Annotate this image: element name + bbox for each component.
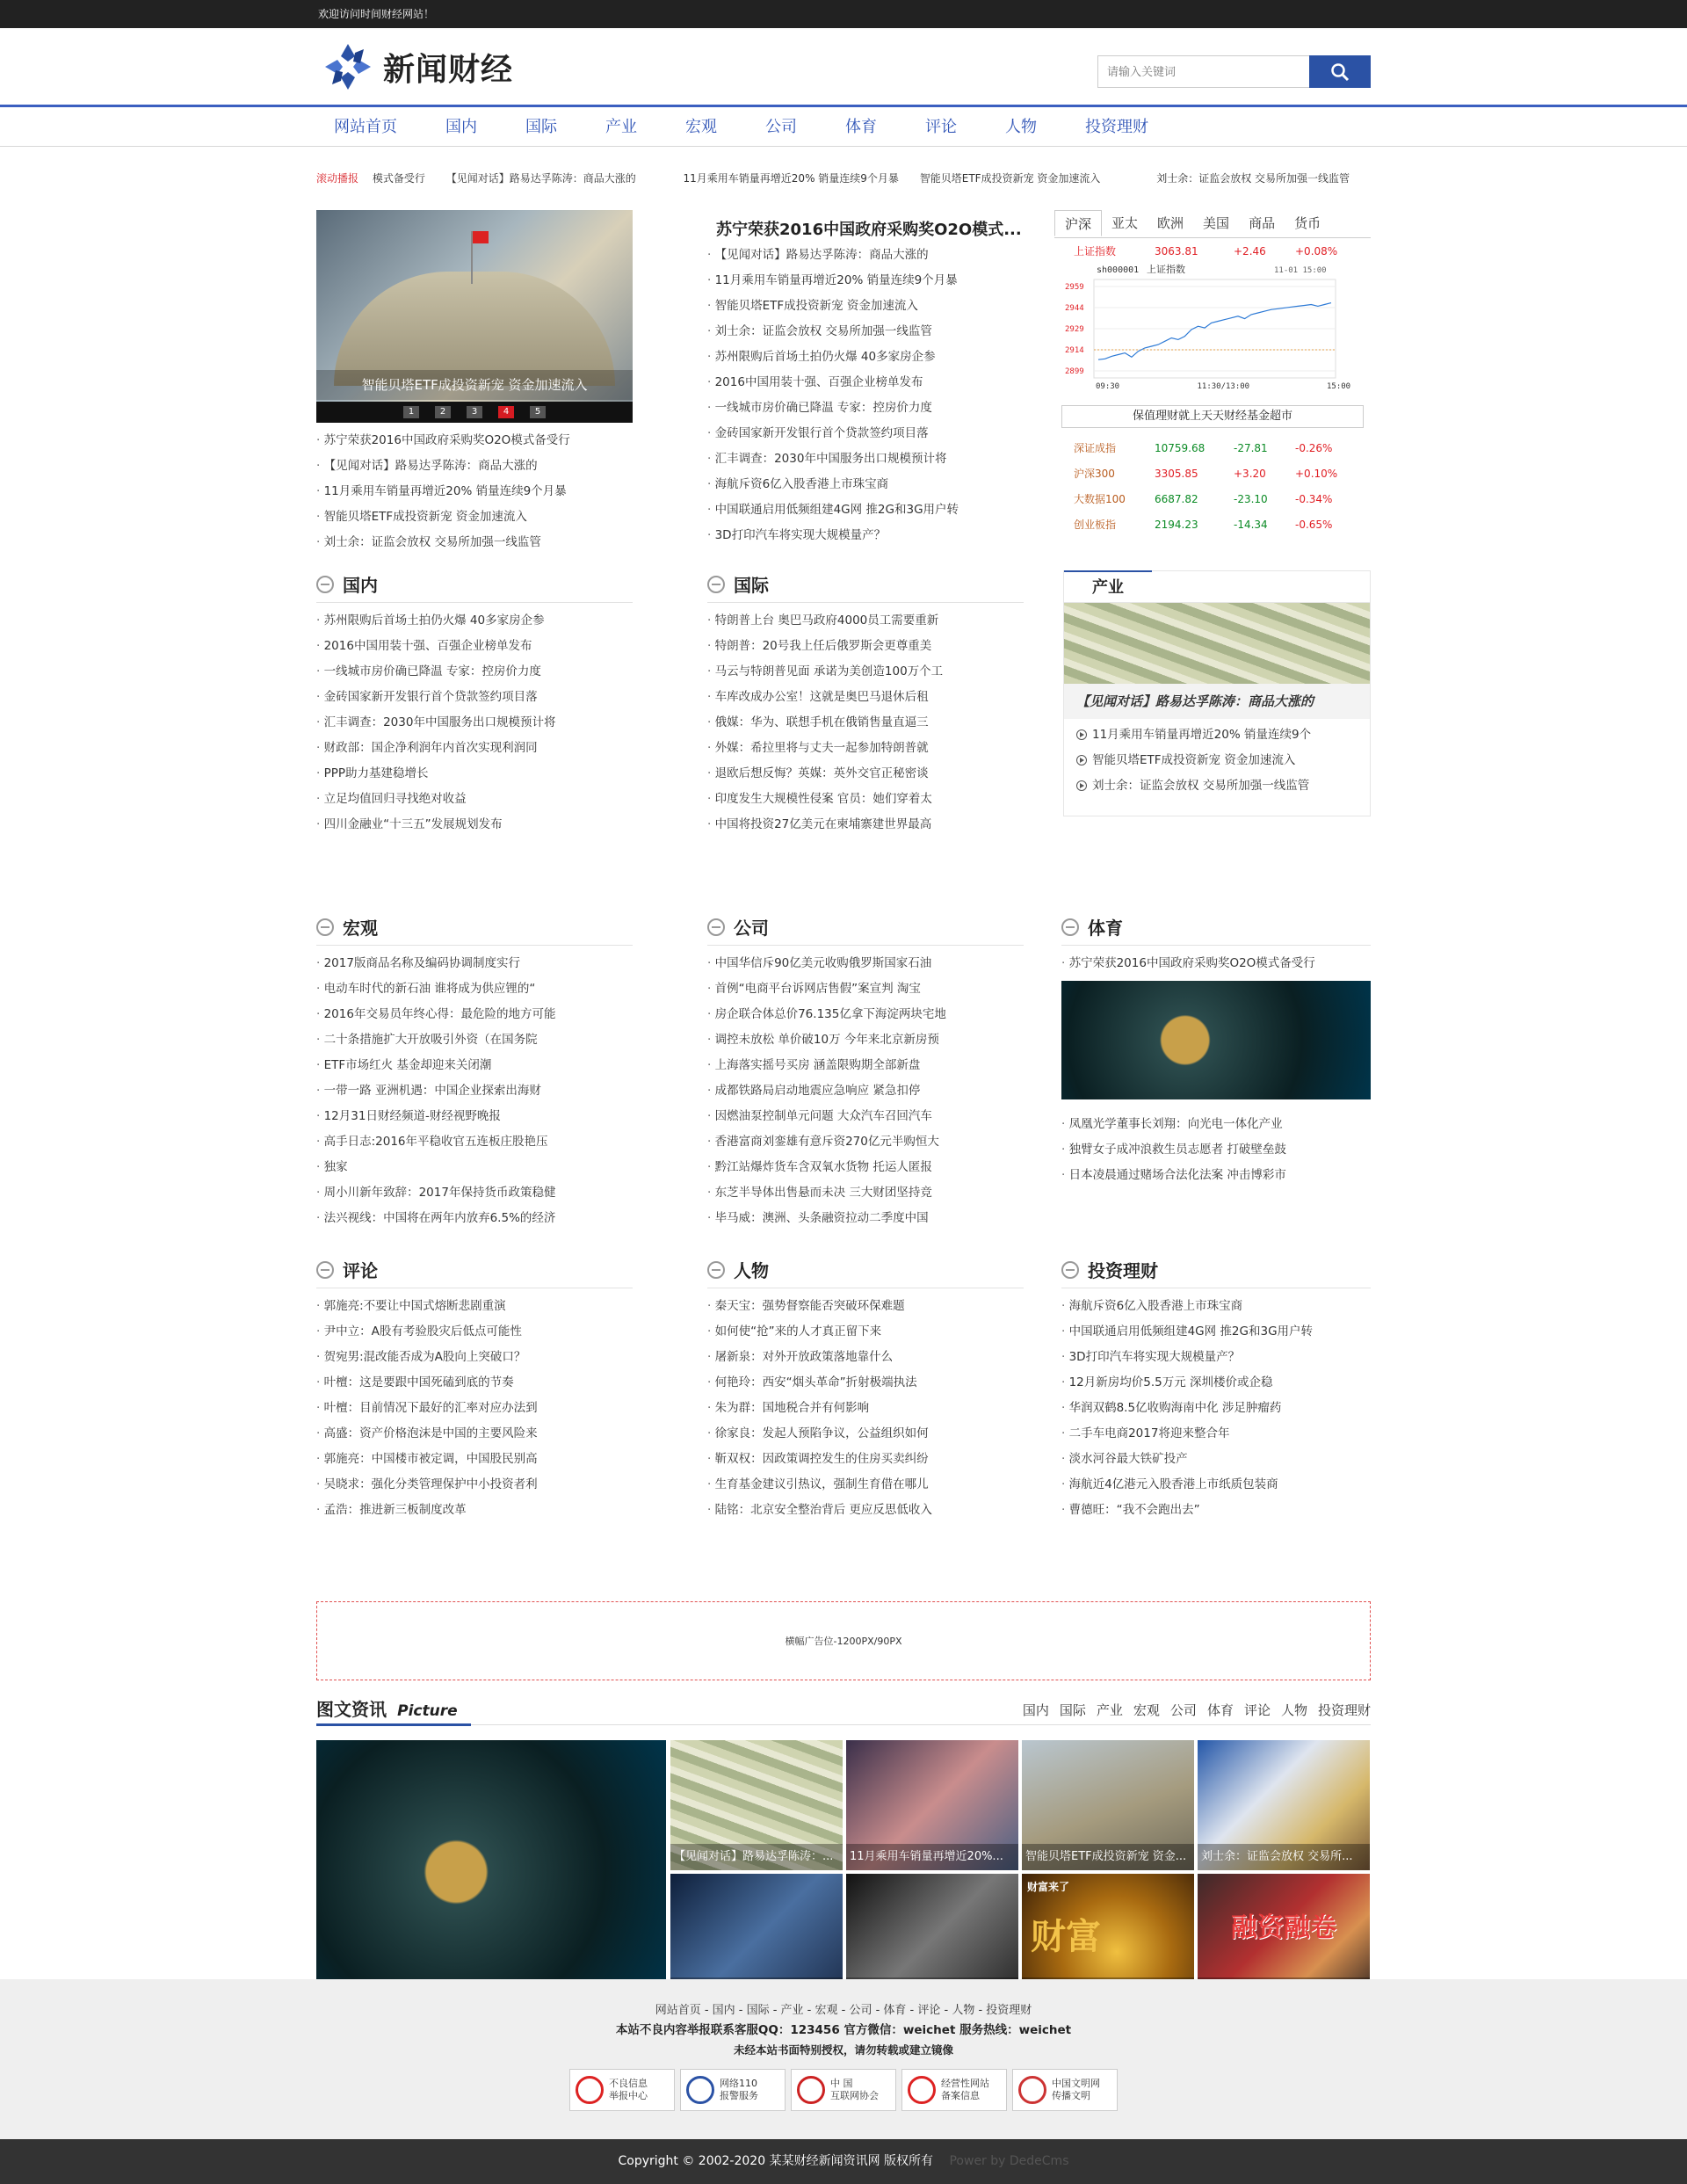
- index-change: +2.46: [1234, 244, 1266, 258]
- picture-title-en: Picture: [397, 1702, 458, 1720]
- list-item[interactable]: · 法兴视线：中国将在两年内放弃6.5%的经济: [316, 1206, 633, 1231]
- nav-item[interactable]: 产业: [605, 118, 637, 136]
- section-hongguan: [316, 909, 633, 1231]
- logo-text: 新闻财经: [383, 51, 514, 88]
- section-title[interactable]: 产业: [1064, 570, 1152, 604]
- nav-item[interactable]: 国际: [525, 118, 557, 136]
- nav-item[interactable]: 公司: [765, 118, 797, 136]
- market-row-pct: -0.34%: [1295, 492, 1333, 505]
- slider-dot[interactable]: 1: [403, 406, 419, 418]
- list-item[interactable]: · 一线城市房价确已降温 专家：控房价力度: [316, 659, 633, 685]
- list-item[interactable]: · 【见闻对话】路易达孚陈涛：商品大涨的: [316, 453, 633, 479]
- ticker-item[interactable]: 刘士余：证监会放权 交易所加强一线监管: [1156, 172, 1350, 185]
- list-item[interactable]: · 特朗普上台 奥巴马政府4000员工需要重新: [707, 608, 1024, 634]
- list-item[interactable]: · 曹德旺：“我不会跑出去”: [1061, 1498, 1371, 1523]
- chart-name: 上证指数: [1147, 264, 1185, 275]
- market-row[interactable]: [1054, 461, 1371, 486]
- badge-line: 备案信息: [941, 2090, 980, 2101]
- list-item[interactable]: · 日本凌晨通过赌场合法化法案 冲击博彩市: [1061, 1163, 1371, 1188]
- badge-icon: [908, 2076, 936, 2104]
- chart-x-tick: 09:30: [1096, 382, 1120, 391]
- list-item[interactable]: · 二十条措施扩大开放吸引外资（在国务院: [316, 1027, 633, 1053]
- section-head: [707, 566, 1024, 603]
- search-button[interactable]: [1309, 55, 1371, 88]
- list-item[interactable]: · 马云与特朗普见面 承诺为美创造100万个工: [707, 659, 1024, 685]
- footer: [0, 1979, 1687, 2184]
- headline-list: [707, 243, 1006, 548]
- fund-link[interactable]: 保值理财就上天天财经基金超市: [1061, 405, 1364, 428]
- section-title[interactable]: 国际: [734, 575, 769, 596]
- top-bar: [0, 0, 1687, 28]
- list-item[interactable]: · 叶檀：目前情况下最好的汇率对应办法到: [316, 1396, 633, 1421]
- list-item[interactable]: · 2017版商品名称及编码协调制度实行: [316, 951, 633, 976]
- market-row-name: 大数据100: [1074, 493, 1126, 505]
- globe-icon: [707, 576, 725, 593]
- badge-text: [1052, 2078, 1100, 2102]
- badge-text: [720, 2078, 758, 2102]
- list-item[interactable]: · 四川金融业“十三五”发展规划发布: [316, 812, 633, 838]
- list-item[interactable]: · 中国华信斥90亿美元收购俄罗斯国家石油: [707, 951, 1024, 976]
- badge-line: 经营性网站: [941, 2078, 989, 2089]
- list-item[interactable]: · 东芝半导体出售悬而未决 三大财团坚持竞: [707, 1180, 1024, 1206]
- chanye-lead[interactable]: 【见闻对话】路易达孚陈涛：商品大涨的: [1064, 684, 1370, 719]
- section-head: [316, 1252, 633, 1288]
- site-logo[interactable]: [322, 40, 513, 93]
- market-row-name: 沪深300: [1074, 468, 1115, 480]
- list-item[interactable]: · 周小川新年致辞：2017年保持货币政策稳健: [316, 1180, 633, 1206]
- list-item[interactable]: · 财政部：国企净利润年内首次实现利润同: [316, 736, 633, 761]
- market-tab[interactable]: 美国: [1203, 215, 1230, 231]
- list-item[interactable]: · 金砖国家新开发银行首个贷款签约项目落: [316, 685, 633, 710]
- list-item[interactable]: · 退欧后想反悔？英媒：英外交官正秘密谈: [707, 761, 1024, 787]
- market-row-change: -27.81: [1234, 441, 1268, 454]
- badge-line: 网络110: [720, 2078, 757, 2089]
- chart-time: 11-01 15:00: [1274, 266, 1327, 275]
- list-item[interactable]: · 海航斥资6亿入股香港上市珠宝商: [707, 472, 1006, 497]
- list-item[interactable]: · 电动车时代的新石油 谁将成为供应锂的“: [316, 976, 633, 1002]
- list-item[interactable]: · 上海落实摇号买房 涵盖限购期全部新盘: [707, 1053, 1024, 1078]
- list-item[interactable]: · 立足均值回归寻找绝对收益: [316, 787, 633, 812]
- section-head: [316, 909, 633, 946]
- chanye-head: [1064, 571, 1370, 603]
- list-item[interactable]: · 独家: [316, 1155, 633, 1180]
- guonei-list: [316, 608, 633, 838]
- focus-slider[interactable]: [316, 210, 633, 423]
- play-icon: [1076, 729, 1087, 740]
- market-tab[interactable]: 商品: [1249, 215, 1276, 231]
- search-icon: [1330, 62, 1350, 82]
- ticker-item[interactable]: 11月乘用车销量再增近20% 销量连续9个月暴: [683, 172, 899, 185]
- section-title[interactable]: 国内: [343, 575, 378, 596]
- list-item[interactable]: · 吴晓求：强化分类管理保护中小投资者利: [316, 1472, 633, 1498]
- index-value: 3063.81: [1155, 244, 1198, 258]
- market-top: [1054, 238, 1371, 264]
- list-item[interactable]: · 调控未放松 单价破10万 今年来北京新房预: [707, 1027, 1024, 1053]
- tiyu-list: [1061, 1112, 1371, 1188]
- badge-icon: [686, 2076, 714, 2104]
- index-name[interactable]: 上证指数: [1074, 245, 1117, 258]
- market-row-value: 6687.82: [1155, 492, 1198, 505]
- copyright-bar: [0, 2139, 1687, 2184]
- ticker-item[interactable]: 【见闻对话】路易达孚陈涛：商品大涨的: [445, 172, 636, 185]
- market-row-pct: -0.26%: [1295, 441, 1333, 454]
- thumb-label: 财富来了: [1027, 1881, 1070, 1893]
- chart-y-tick: 2929: [1065, 325, 1084, 334]
- list-item[interactable]: · 海航近4亿港元入股香港上市纸质包装商: [1061, 1472, 1371, 1498]
- picture-tab[interactable]: 产业: [1096, 1702, 1123, 1718]
- badge-line: 中国文明网: [1052, 2078, 1100, 2089]
- section-title[interactable]: 体育: [1088, 918, 1123, 939]
- pinglun-list: [316, 1294, 633, 1523]
- chart-y-tick: 2944: [1065, 304, 1084, 313]
- chanye-item[interactable]: [1076, 748, 1370, 773]
- list-item[interactable]: · 海航斥资6亿入股香港上市珠宝商: [1061, 1294, 1371, 1319]
- list-item[interactable]: · 贺宛男:混改能否成为A股向上突破口？: [316, 1345, 633, 1370]
- section-renwu: [707, 1252, 1024, 1523]
- list-item[interactable]: · 中国将投资27亿美元在柬埔寨建世界最高: [707, 812, 1024, 838]
- globe-icon: [316, 918, 334, 936]
- list-item[interactable]: · 靳双权：因政策调控发生的住房买卖纠纷: [707, 1447, 1024, 1472]
- list-item[interactable]: · 俄媒：华为、联想手机在俄销售量直逼三: [707, 710, 1024, 736]
- list-item[interactable]: · PPP助力基建稳增长: [316, 761, 633, 787]
- list-item[interactable]: · 苏州限购后首场土拍仍火爆 40多家房企参: [707, 345, 1006, 370]
- market-row[interactable]: [1054, 512, 1371, 537]
- footer-badges: [0, 2069, 1687, 2111]
- slider-dot[interactable]: 4: [498, 406, 514, 418]
- scroll-news-label: 滚动播报: [316, 172, 359, 185]
- section-licai: [1061, 1252, 1371, 1523]
- index-chart[interactable]: [1063, 264, 1351, 400]
- tiyu-lead[interactable]: · 苏宁荣获2016中国政府采购奖O2O模式备受行: [1061, 951, 1371, 976]
- market-row-pct: -0.65%: [1295, 518, 1333, 531]
- chanye-list: [1064, 722, 1370, 799]
- thumb-big-text: 融资融卷: [1231, 1912, 1336, 1943]
- section-title[interactable]: 公司: [734, 918, 769, 939]
- list-item[interactable]: · 2016中国用装十强、百强企业榜单发布: [707, 370, 1006, 395]
- footer-contact: 本站不良内容举报联系客服QQ：123456 官方微信：weichet 服务热线：weichet: [615, 2023, 1072, 2037]
- licai-list: [1061, 1294, 1371, 1523]
- nav-item[interactable]: 投资理财: [1085, 118, 1148, 136]
- picture-tab[interactable]: 投资理财: [1317, 1702, 1371, 1718]
- nav-item[interactable]: 评论: [925, 118, 957, 136]
- list-item[interactable]: · 凤凰光学董事长刘翔：向光电一体化产业: [1061, 1112, 1371, 1137]
- market-row-name: 深证成指: [1074, 442, 1117, 454]
- list-item[interactable]: · ETF市场红火 基金却迎来关闭潮: [316, 1053, 633, 1078]
- picture-thumb-caption: 智能贝塔ETF成投资新宠 资金...: [1022, 1844, 1194, 1870]
- list-item[interactable]: · 独臂女子成冲浪救生员志愿者 打破壁垒鼓: [1061, 1137, 1371, 1163]
- badge-icon: [1018, 2076, 1046, 2104]
- badge-text: [609, 2078, 648, 2102]
- chanye-item-label: 11月乘用车销量再增近20% 销量连续9个: [1092, 728, 1312, 742]
- section-head: [707, 1252, 1024, 1288]
- list-item[interactable]: · 外媒：希拉里将与丈夫一起参加特朗普就: [707, 736, 1024, 761]
- picture-thumb[interactable]: [1198, 1740, 1370, 1870]
- list-item[interactable]: · 刘士余：证监会放权 交易所加强一线监管: [316, 530, 633, 555]
- footer-notice: 未经本站书面特别授权，请勿转载或建立镜像: [733, 2043, 953, 2057]
- list-item[interactable]: · 徐家良：发起人预陷争议，公益组织如何: [707, 1421, 1024, 1447]
- list-item[interactable]: · 2016年交易员年终心得：最危险的地方可能: [316, 1002, 633, 1027]
- hongguan-list: [316, 951, 633, 1231]
- nav-item[interactable]: 国内: [445, 118, 477, 136]
- market-row-change: +3.20: [1234, 467, 1266, 480]
- chart-y-tick: 2959: [1065, 283, 1084, 292]
- list-item[interactable]: · 高手日志:2016年平稳收官五连板庄股艳压: [316, 1129, 633, 1155]
- renwu-list: [707, 1294, 1024, 1523]
- chanye-item[interactable]: [1076, 773, 1370, 799]
- list-item[interactable]: · 一线城市房价确已降温 专家：控房价力度: [707, 395, 1006, 421]
- market-row-change: -23.10: [1234, 492, 1268, 505]
- search-input[interactable]: [1097, 55, 1309, 88]
- list-item[interactable]: · 因燃油泵控制单元问题 大众汽车召回汽车: [707, 1104, 1024, 1129]
- tiyu-image[interactable]: [1061, 981, 1371, 1099]
- list-item[interactable]: · 秦天宝：强势督察能否突破环保难题: [707, 1294, 1024, 1319]
- list-item[interactable]: · 2016中国用装十强、百强企业榜单发布: [316, 634, 633, 659]
- slider-dot[interactable]: 5: [530, 406, 546, 418]
- list-item[interactable]: · 汇丰调查：2030年中国服务出口规模预计将: [707, 446, 1006, 472]
- nav-item[interactable]: 网站首页: [334, 118, 397, 136]
- chart-x-tick: 11:30/13:00: [1197, 382, 1250, 391]
- section-head: [316, 566, 633, 603]
- list-item[interactable]: · 朱为群：国地税合并有何影响: [707, 1396, 1024, 1421]
- picture-tab[interactable]: 评论: [1243, 1702, 1271, 1718]
- market-row-value: 2194.23: [1155, 518, 1198, 531]
- list-item[interactable]: · 中国联通启用低频组建4G网 推2G和3G用户转: [1061, 1319, 1371, 1345]
- welcome-text: 欢迎访问时间财经网站！: [318, 8, 435, 20]
- index-pct: +0.08%: [1295, 244, 1338, 258]
- chart-y-tick: 2899: [1065, 367, 1084, 376]
- picture-thumb-caption: 11月乘用车销量再增近20%...: [846, 1844, 1018, 1870]
- section-title[interactable]: 投资理财: [1088, 1260, 1158, 1281]
- section-guoji: [707, 566, 1024, 838]
- badge-text: [941, 2078, 989, 2102]
- chanye-item-label: 智能贝塔ETF成投资新宠 资金加速流入: [1092, 753, 1296, 767]
- ad-text: 横幅广告位-1200PX/90PX: [785, 1636, 902, 1647]
- picture-tab[interactable]: 国内: [1022, 1702, 1049, 1718]
- list-item[interactable]: · 首例“电商平台诉网店售假”案宣判 淘宝: [707, 976, 1024, 1002]
- list-item[interactable]: · 【见闻对话】路易达孚陈涛：商品大涨的: [707, 243, 1006, 268]
- picture-tab[interactable]: 宏观: [1133, 1702, 1160, 1718]
- list-item[interactable]: · 12月新房均价5.5万元 深圳楼价或企稳: [1061, 1370, 1371, 1396]
- gongsi-list: [707, 951, 1024, 1231]
- powered-text: Power by DedeCms: [949, 2154, 1069, 2168]
- list-item[interactable]: · 苏宁荣获2016中国政府采购奖O2O模式备受行: [316, 428, 633, 453]
- slider-dot[interactable]: 3: [467, 406, 482, 418]
- list-item[interactable]: · 苏州限购后首场土拍仍火爆 40多家房企参: [316, 608, 633, 634]
- picture-tab[interactable]: 公司: [1169, 1702, 1197, 1718]
- chart-y-tick: 2914: [1065, 346, 1084, 355]
- picture-thumb[interactable]: [670, 1740, 843, 1870]
- market-row-pct: +0.10%: [1295, 467, 1338, 480]
- market-tabs: [1054, 210, 1371, 238]
- section-title[interactable]: 评论: [343, 1260, 378, 1281]
- list-item[interactable]: · 车库改成办公室！这就是奥巴马退休后租: [707, 685, 1024, 710]
- footer-badge[interactable]: [1012, 2069, 1118, 2111]
- list-item[interactable]: · 郭施亮：中国楼市被定调，中国股民别高: [316, 1447, 633, 1472]
- nav-item[interactable]: 宏观: [685, 118, 717, 136]
- chanye-item-label: 刘士余：证监会放权 交易所加强一线监管: [1092, 779, 1310, 793]
- list-item[interactable]: · 毕马威：澳洲、头条融资拉动二季度中国: [707, 1206, 1024, 1231]
- section-guonei: [316, 566, 633, 838]
- list-item[interactable]: · 淡水河谷最大铁矿投产: [1061, 1447, 1371, 1472]
- scroll-news: [316, 147, 1371, 210]
- copyright-text: Copyright © 2002-2020 某某财经新闻资讯网 版权所有: [618, 2154, 934, 2168]
- list-item[interactable]: · 一带一路 亚洲机遇：中国企业探索出海财: [316, 1078, 633, 1104]
- badge-line: 互联网协会: [830, 2090, 879, 2101]
- slider-image: [334, 272, 615, 386]
- section-head: [707, 909, 1024, 946]
- chart-code: sh000001: [1097, 265, 1140, 275]
- search-box: [1097, 55, 1371, 88]
- picture-header: [316, 1695, 1371, 1725]
- list-item[interactable]: · 11月乘用车销量再增近20% 销量连续9个月暴: [316, 479, 633, 504]
- nav-item[interactable]: 体育: [845, 118, 877, 136]
- picture-tabs: [1012, 1701, 1371, 1719]
- section-head: [1061, 909, 1371, 946]
- badge-line: 不良信息: [609, 2078, 648, 2089]
- list-item[interactable]: · 3D打印汽车将实现大规模量产？: [707, 523, 1006, 548]
- list-item[interactable]: · 屠新泉：对外开放政策落地靠什么: [707, 1345, 1024, 1370]
- market-table: [1054, 435, 1371, 537]
- section-title[interactable]: 人物: [734, 1260, 769, 1281]
- list-item[interactable]: · 印度发生大规模性侵案 官员：她们穿着太: [707, 787, 1024, 812]
- market-tab[interactable]: 沪深: [1054, 210, 1102, 236]
- header: [0, 28, 1687, 107]
- slider-dots: [316, 402, 633, 423]
- market-tab[interactable]: 货币: [1294, 215, 1321, 231]
- list-item[interactable]: · 香港富商刘銮雄有意斥资270亿元半购恒大: [707, 1129, 1024, 1155]
- list-item[interactable]: · 智能贝塔ETF成投资新宠 资金加速流入: [707, 294, 1006, 319]
- picture-tab[interactable]: 体育: [1206, 1702, 1234, 1718]
- banner-ad[interactable]: [316, 1601, 1371, 1680]
- picture-thumb-caption: 刘士余：证监会放权 交易所...: [1198, 1844, 1370, 1870]
- badge-line: 举报中心: [609, 2090, 648, 2101]
- main-nav: [0, 107, 1687, 147]
- ticker-item[interactable]: 智能贝塔ETF成投资新宠 资金加速流入: [919, 172, 1101, 185]
- list-item[interactable]: · 3D打印汽车将实现大规模量产？: [1061, 1345, 1371, 1370]
- market-row-name: 创业板指: [1074, 519, 1117, 531]
- slider-flag-cloth: [473, 231, 489, 243]
- market-row-change: -14.34: [1234, 518, 1268, 531]
- market-row-value: 3305.85: [1155, 467, 1198, 480]
- picture-thumb[interactable]: [1022, 1740, 1194, 1870]
- tiyu-lead-list: [1061, 951, 1371, 976]
- picture-thumb-caption: 【见闻对话】路易达孚陈涛：...: [670, 1844, 843, 1870]
- market-tab[interactable]: 亚太: [1111, 215, 1139, 231]
- globe-icon: [707, 1261, 725, 1279]
- section-title[interactable]: 宏观: [343, 918, 378, 939]
- footer-badge[interactable]: [901, 2069, 1007, 2111]
- slider-caption: 智能贝塔ETF成投资新宠 资金加速流入: [316, 370, 633, 400]
- market-row[interactable]: [1054, 435, 1371, 461]
- list-item[interactable]: · 郭施亮:不要让中国式熔断悲剧重演: [316, 1294, 633, 1319]
- thumb-big-text: 财富: [1031, 1917, 1101, 1957]
- section-gongsi: [707, 909, 1024, 1231]
- main-content: [316, 210, 1371, 1957]
- badge-line: 中 国: [830, 2078, 853, 2089]
- picture-title: 图文资讯: [316, 1699, 387, 1720]
- list-item[interactable]: · 如何使“抢”来的人才真正留下来: [707, 1319, 1024, 1345]
- market-panel: [1054, 210, 1371, 537]
- chanye-image[interactable]: [1064, 603, 1370, 684]
- footer-badge[interactable]: [569, 2069, 675, 2111]
- footer-badge[interactable]: [791, 2069, 896, 2111]
- section-tiyu: [1061, 909, 1371, 1188]
- list-item[interactable]: · 11月乘用车销量再增近20% 销量连续9个月暴: [707, 268, 1006, 294]
- chanye-item[interactable]: [1076, 722, 1370, 748]
- list-item[interactable]: · 陆铭：北京安全整治背后 更应反思低收入: [707, 1498, 1024, 1523]
- list-item[interactable]: · 成都铁路局启动地震应急响应 紧急扣停: [707, 1078, 1024, 1104]
- list-item[interactable]: · 黔江站爆炸货车含双氧水货物 托运人匿报: [707, 1155, 1024, 1180]
- footer-badge[interactable]: [680, 2069, 786, 2111]
- list-item[interactable]: · 何艳玲：西安“烟头革命”折射极端执法: [707, 1370, 1024, 1396]
- picture-thumb[interactable]: [846, 1740, 1018, 1870]
- ticker-item[interactable]: 模式备受行: [372, 172, 425, 185]
- footer-nav[interactable]: 网站首页 - 国内 - 国际 - 产业 - 宏观 - 公司 - 体育 - 评论 - 人物 - 投资理财: [655, 2004, 1032, 2017]
- list-item[interactable]: · 12月31日财经频道-财经视野晚报: [316, 1104, 633, 1129]
- badge-line: 报警服务: [720, 2090, 758, 2101]
- list-item[interactable]: · 华润双鹤8.5亿收购海南中化 涉足肿瘤药: [1061, 1396, 1371, 1421]
- picture-tab[interactable]: 国际: [1059, 1702, 1086, 1718]
- chart-x-tick: 15:00: [1327, 382, 1351, 391]
- globe-icon: [316, 1261, 334, 1279]
- list-item[interactable]: · 房企联合体总价76.135亿拿下海淀两块宅地: [707, 1002, 1024, 1027]
- list-item[interactable]: · 叶檀：这是要跟中国死磕到底的节奏: [316, 1370, 633, 1396]
- nav-item[interactable]: 人物: [1005, 118, 1037, 136]
- market-tab[interactable]: 欧洲: [1157, 215, 1184, 231]
- logo-icon: [322, 40, 374, 93]
- list-item[interactable]: · 特朗普：20号我上任后俄罗斯会更尊重美: [707, 634, 1024, 659]
- list-item[interactable]: · 金砖国家新开发银行首个贷款签约项目落: [707, 421, 1006, 446]
- picture-big[interactable]: [316, 1740, 666, 2004]
- list-item[interactable]: · 孟浩：推进新三板制度改革: [316, 1498, 633, 1523]
- badge-icon: [797, 2076, 825, 2104]
- badge-icon: [576, 2076, 604, 2104]
- market-row-value: 10759.68: [1155, 441, 1206, 454]
- picture-tab[interactable]: 人物: [1280, 1702, 1307, 1718]
- picture-title-underline: [316, 1723, 471, 1726]
- focus-list: [316, 428, 633, 555]
- list-item[interactable]: · 中国联通启用低频组建4G网 推2G和3G用户转: [707, 497, 1006, 523]
- list-item[interactable]: · 二手车电商2017将迎来整合年: [1061, 1421, 1371, 1447]
- globe-icon: [1061, 918, 1079, 936]
- globe-icon: [1061, 1261, 1079, 1279]
- list-item[interactable]: · 尹中立：A股有考验股灾后低点可能性: [316, 1319, 633, 1345]
- badge-text: [830, 2078, 879, 2102]
- list-item[interactable]: · 刘士余：证监会放权 交易所加强一线监管: [707, 319, 1006, 345]
- globe-icon: [316, 576, 334, 593]
- play-icon: [1076, 755, 1087, 765]
- list-item[interactable]: · 生育基金建议引热议，强制生育借在哪儿: [707, 1472, 1024, 1498]
- badge-line: 传播文明: [1052, 2090, 1090, 2101]
- guoji-list: [707, 608, 1024, 838]
- list-item[interactable]: · 智能贝塔ETF成投资新宠 资金加速流入: [316, 504, 633, 530]
- section-head: [1061, 1252, 1371, 1288]
- headline-title[interactable]: 苏宁荣获2016中国政府采购奖O2O模式...: [716, 221, 1022, 239]
- section-pinglun: [316, 1252, 633, 1523]
- globe-icon: [707, 918, 725, 936]
- play-icon: [1076, 780, 1087, 791]
- slider-dot[interactable]: 2: [435, 406, 451, 418]
- market-row[interactable]: [1054, 486, 1371, 512]
- list-item[interactable]: · 高盛：资产价格泡沫是中国的主要风险来: [316, 1421, 633, 1447]
- section-chanye: [1063, 570, 1371, 816]
- list-item[interactable]: · 汇丰调查：2030年中国服务出口规模预计将: [316, 710, 633, 736]
